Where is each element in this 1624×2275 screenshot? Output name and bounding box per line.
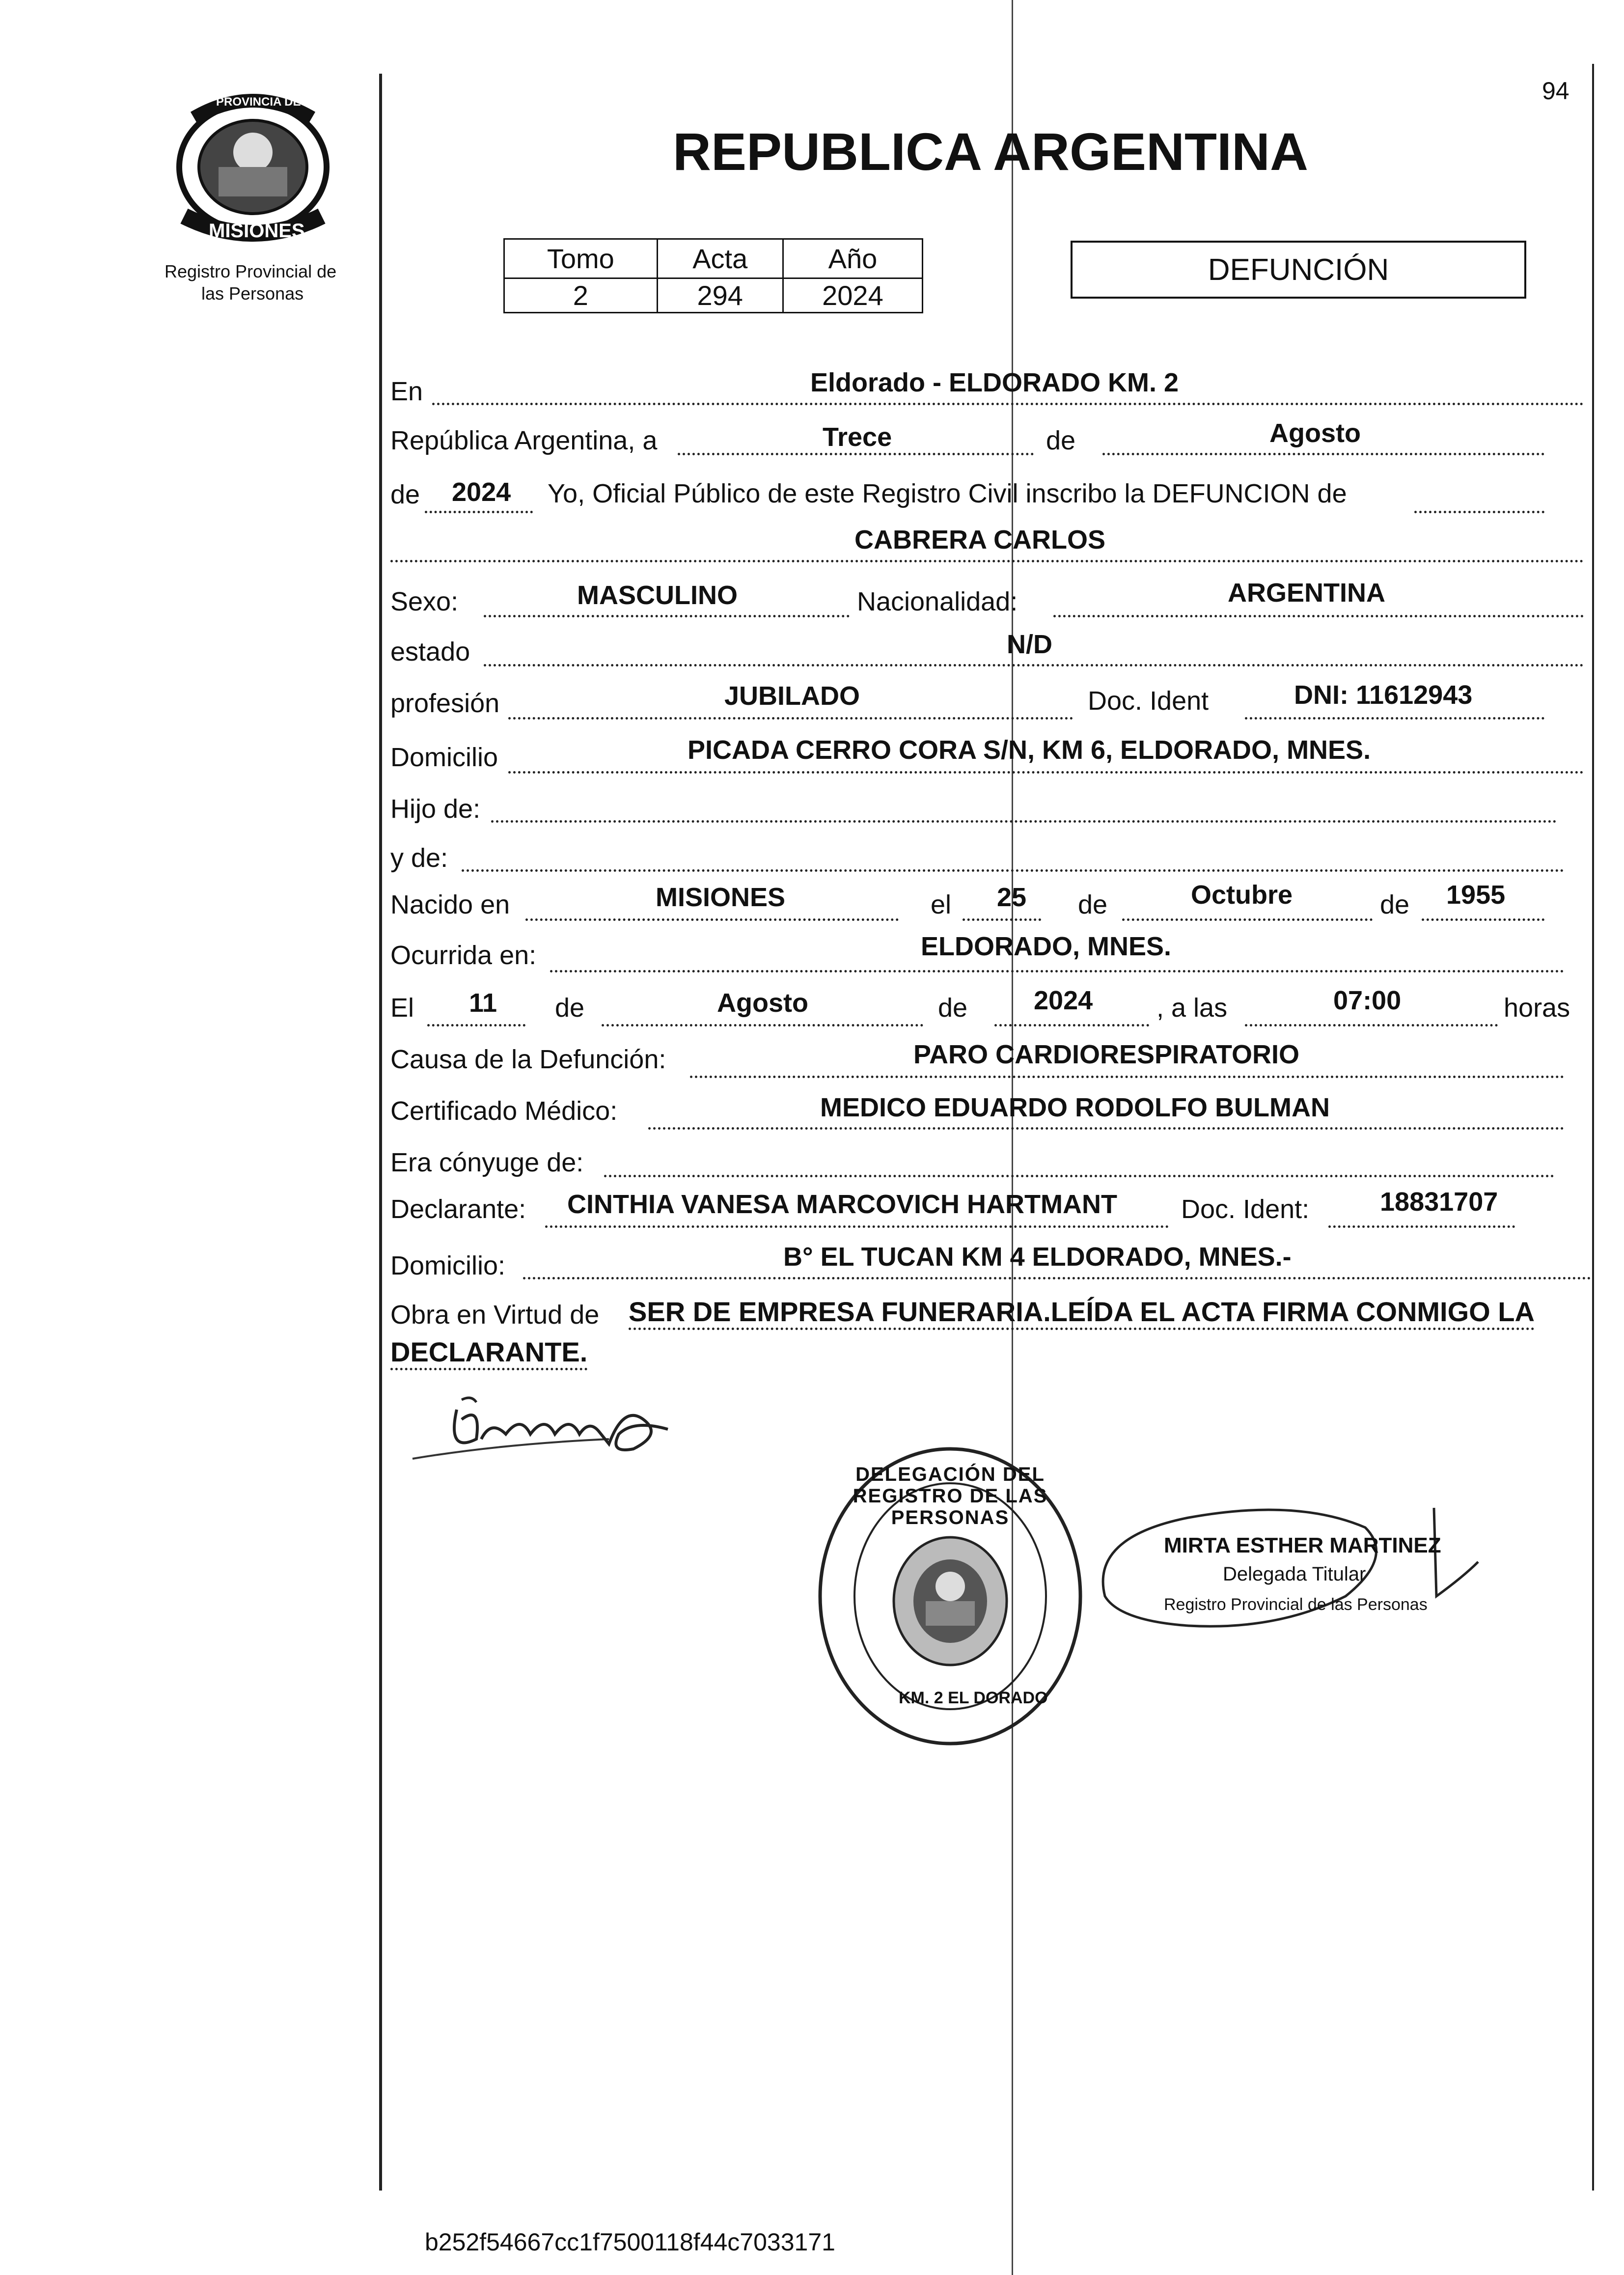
dots-anio [425,511,533,513]
seal-bottom-text: MISIONES [209,220,305,242]
value-nombre: CABRERA CARLOS [854,525,1105,555]
dots-profesion [508,717,1073,720]
dots-dia [678,453,1034,455]
record-table [503,238,923,313]
dots-domicilio [508,771,1584,774]
dots-certificado [648,1127,1564,1130]
label-ocurrida-en: Ocurrida en: [390,941,537,970]
value-obra-line2: DECLARANTE. [390,1338,587,1370]
value-dia: Trece [823,422,892,452]
value-nac-dia: 25 [997,883,1027,912]
stamp-official-name: MIRTA ESTHER MARTINEZ [1164,1533,1441,1557]
value-declarante: CINTHIA VANESA MARCOVICH HARTMANT [567,1190,1117,1219]
left-border [379,74,382,2191]
dots-nac-mes [1122,918,1373,921]
stamp-official-title: Delegada Titular [1223,1563,1366,1585]
label-el-cap: El [390,993,414,1023]
stamp-bottom-text: KM. 2 EL DORADO [899,1689,1048,1707]
label-nacionalidad: Nacionalidad: [857,587,1018,616]
label-y-de: y de: [390,843,448,873]
value-profesion: JUBILADO [724,681,860,711]
value-def-anio: 2024 [1034,986,1093,1015]
value-sexo: MASCULINO [577,581,738,610]
dots-def-mes [602,1024,923,1027]
label-de-nac-mes: de [1078,890,1108,919]
value-causa: PARO CARDIORESPIRATORIO [913,1040,1300,1069]
label-causa: Causa de la Defunción: [390,1045,666,1074]
value-doc-ident: DNI: 11612943 [1294,680,1473,710]
value-declarante-domicilio: B° EL TUCAN KM 4 ELDORADO, MNES.- [783,1242,1292,1272]
label-obra: Obra en Virtud de [390,1300,600,1330]
value-declarante-doc: 18831707 [1380,1187,1498,1217]
label-de-mes: de [1046,426,1076,455]
dots-declarante-doc [1328,1225,1515,1228]
dots-mes [1102,453,1544,455]
stamp-official-org: Registro Provincial de las Personas [1164,1595,1428,1614]
country-title: REPUBLICA ARGENTINA [673,122,1308,181]
dots-causa [690,1076,1564,1078]
value-lugar: Eldorado - ELDORADO KM. 2 [810,368,1179,397]
value-obra-line1: SER DE EMPRESA FUNERARIA.LEÍDA EL ACTA FIRMA CONMIGO LA [629,1298,1535,1330]
label-nacido-en: Nacido en [390,890,510,919]
value-anio: 2024 [452,477,511,507]
value-tomo: 2 [504,278,658,313]
label-hijo-de: Hijo de: [390,794,481,824]
label-de-anio: de [390,480,420,509]
label-domicilio: Domicilio [390,743,498,772]
value-def-mes: Agosto [717,988,808,1018]
dots-nac-dia [963,918,1041,921]
record-type-box [1071,241,1526,299]
label-estado: estado [390,637,470,666]
value-nac-anio: 1955 [1446,880,1506,910]
value-acta: 294 [657,278,783,313]
header-tomo: Tomo [504,239,658,278]
label-doc-ident: Doc. Ident [1088,686,1209,716]
dots-def-dia [427,1024,525,1027]
footer-hash: b252f54667cc1f7500118f44c7033171 [425,2228,835,2256]
value-anio: 2024 [783,278,922,313]
right-border [1592,64,1594,2191]
value-def-hora: 07:00 [1333,986,1402,1015]
header-anio: Año [783,239,922,278]
label-de-def-anio: de [938,993,968,1023]
label-yo-oficial: Yo, Oficial Público de este Registro Civil inscribo la DEFUNCION de [548,479,1347,508]
label-certificado: Certificado Médico: [390,1096,618,1126]
label-el: el [931,890,952,919]
dots-declarante [545,1225,1169,1228]
dots-def-anio [994,1024,1149,1027]
dots-declarante-domicilio [523,1277,1591,1279]
label-declarante-domicilio: Domicilio: [390,1251,506,1280]
scan-fold-line [1012,0,1013,2275]
label-en: En [390,377,423,406]
value-ocurrida-en: ELDORADO, MNES. [921,932,1172,961]
dots-conyuge [604,1175,1554,1177]
label-conyuge: Era cónyuge de: [390,1148,584,1177]
dots-lugar [432,403,1584,405]
dots-yo-end [1414,511,1544,513]
label-horas: horas [1504,993,1570,1023]
stamp-ring-text: DELEGACIÓN DEL REGISTRO DE LAS PERSONAS [853,1464,1048,1528]
dots-nacido-en [525,918,899,921]
dots-nacionalidad [1053,615,1584,617]
dots-ocurrida-en [550,970,1564,972]
dots-nac-anio [1422,918,1544,921]
value-nacionalidad: ARGENTINA [1228,578,1385,608]
value-nacido-en: MISIONES [656,883,786,912]
dots-estado [484,664,1584,666]
dots-hijo-de [491,820,1557,823]
seal-top-text: PROVINCIA DE [216,95,301,109]
declarant-signature [403,1385,697,1473]
dots-doc-ident [1245,717,1544,720]
label-a-las: , a las [1156,993,1228,1023]
record-type-label: DEFUNCIÓN [1208,252,1389,287]
label-de-nac-anio: de [1380,890,1410,919]
registry-line2: las Personas [201,283,304,304]
dots-y-de [462,869,1564,872]
value-domicilio: PICADA CERRO CORA S/N, KM 6, ELDORADO, MNES. [688,735,1371,765]
dots-nombre [390,560,1584,562]
label-sexo: Sexo: [390,587,459,616]
value-mes: Agosto [1269,418,1361,448]
dots-sexo [484,615,850,617]
label-de-def-mes: de [555,993,585,1023]
label-declarante-doc: Doc. Ident: [1181,1194,1310,1224]
value-def-dia: 11 [469,988,497,1018]
dots-def-hora [1245,1024,1498,1027]
label-republica: República Argentina, a [390,426,658,455]
label-declarante: Declarante: [390,1194,526,1224]
value-certificado: MEDICO EDUARDO RODOLFO BULMAN [820,1093,1330,1122]
page-number: 94 [1542,77,1569,105]
registry-line1: Registro Provincial de [165,261,337,281]
label-profesion: profesión [390,689,500,718]
value-estado: N/D [1007,630,1052,659]
value-nac-mes: Octubre [1191,880,1293,910]
header-acta: Acta [657,239,783,278]
